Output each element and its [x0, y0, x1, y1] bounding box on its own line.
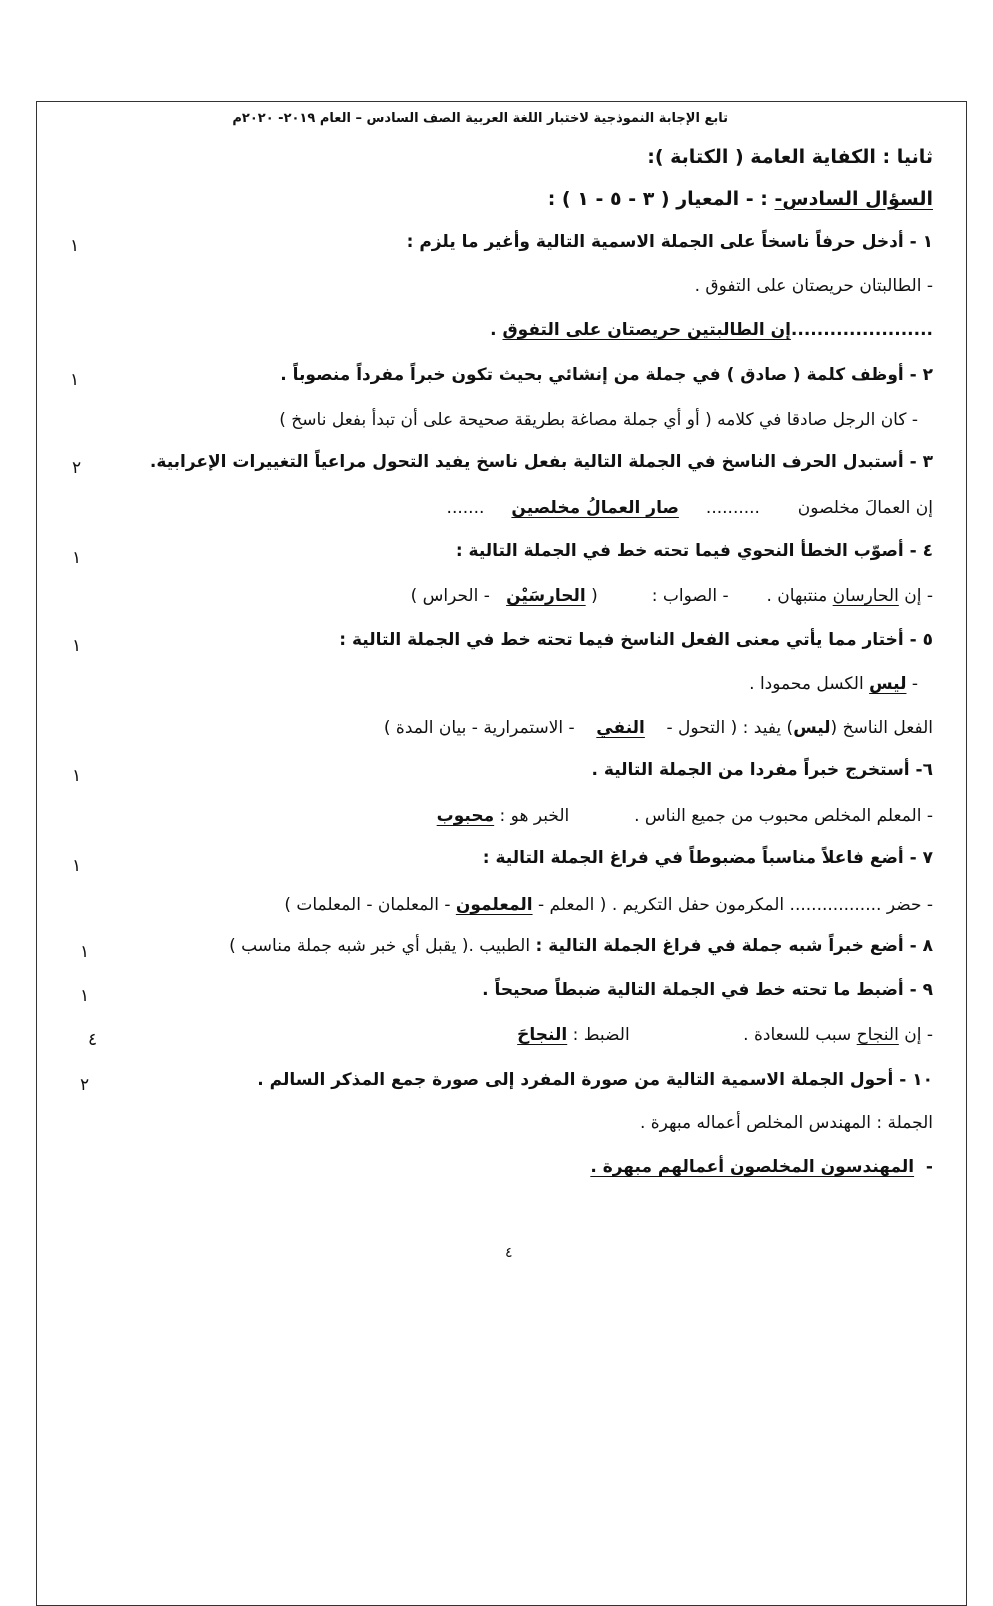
item-6-mark: ١ — [72, 766, 82, 786]
item-4-option: - الحراس ) — [410, 586, 490, 606]
item-7-answer: المعلمون — [455, 895, 533, 915]
item-4-answer: الحارسَيْن — [506, 586, 586, 606]
item-6-line — [437, 806, 933, 826]
item-7-mark: ١ — [72, 856, 82, 876]
item-1-answer: إن الطالبتين حريصتان على التفوق — [502, 320, 791, 340]
item-10-answer-line: - المهندسون المخلصون أعمالهم مبهرة . — [590, 1157, 933, 1177]
page-number: ٤ — [505, 1245, 513, 1261]
item-3-line — [447, 498, 933, 518]
item-7-pre: - حضر ................. المكرمون حفل التكريم . ( المعلم - — [537, 895, 933, 915]
item-1-question: ١ - أدخل حرفاً ناسخاً على الجملة الاسمية التالية وأغير ما يلزم : — [406, 232, 933, 252]
item-10-sentence: الجملة : المهندس المخلص أعماله مبهرة . — [639, 1113, 933, 1133]
item-9-mark: ١ — [80, 986, 90, 1006]
page-header: تابع الإجابة النموذجية لاختبار اللغة العربية الصف السادس – العام ٢٠١٩- ٢٠٢٠م — [232, 111, 728, 126]
item-5-post: الكسل محمودا . — [749, 674, 870, 694]
item-5-opt-pre: الفعل الناسخ ( — [830, 718, 933, 738]
question-title: السؤال السادس- — [774, 188, 933, 210]
item-1-mark: ١ — [70, 236, 80, 256]
item-1-answer-line — [490, 320, 933, 340]
item-5-underlined: ليس — [869, 674, 907, 694]
item-3-dots1: .......... — [705, 498, 760, 518]
item-5-opt-mid: ) يفيد : ( التحول - — [666, 718, 794, 738]
item-3-answer: صار العمالُ مخلصين — [511, 498, 679, 518]
item-9-mark-total: ٤ — [88, 1030, 98, 1050]
item-5-opt-rest: - الاستمرارية - بيان المدة ) — [383, 718, 575, 738]
item-9-pre: - إن — [898, 1025, 933, 1045]
section-title: ثانيا : الكفاية العامة ( الكتابة ): — [647, 146, 933, 168]
item-4-question: ٤ - أصوّب الخطأ النحوي فيما تحته خط في الجملة التالية : — [455, 541, 933, 561]
item-6-question: ٦- أستخرج خبراً مفردا من الجملة التالية . — [591, 760, 933, 780]
question-heading — [548, 188, 933, 210]
item-5-question: ٥ - أختار مما يأتي معنى الفعل الناسخ فيما تحته خط في الجملة التالية : — [339, 630, 933, 650]
item-2-mark: ١ — [70, 370, 80, 390]
item-3-question: ٣ - أستبدل الحرف الناسخ في الجملة التالية بفعل ناسخ يفيد التحول مراعياً التغييرات الإعرابية. — [149, 452, 933, 472]
item-2-answer: - كان الرجل صادقا في كلامه ( أو أي جملة مصاغة بطريقة صحيحة على أن تبدأ بفعل ناسخ ) — [279, 410, 918, 430]
item-3-dots2: ....... — [446, 498, 485, 518]
item-4-correct-label: - الصواب : — [651, 586, 729, 606]
item-5-verb: ليس — [793, 718, 831, 738]
item-9-answer: النجاحَ — [517, 1025, 568, 1045]
item-4-mark: ١ — [72, 548, 82, 568]
item-5-mark: ١ — [72, 636, 82, 656]
item-3-mark: ٢ — [72, 458, 82, 478]
item-6-sentence: - المعلم المخلص محبوب من جميع الناس . — [634, 806, 933, 826]
item-9-post: سبب للسعادة . — [743, 1025, 857, 1045]
item-1-sentence: - الطالبتان حريصتان على التفوق . — [694, 276, 933, 296]
item-6-answer: محبوب — [436, 806, 495, 826]
item-9-question: ٩ - أضبط ما تحته خط في الجملة التالية ضبطاً صحيحاً . — [482, 980, 933, 1000]
item-8-question: ٨ - أضع خبراً شبه جملة في فراغ الجملة التالية : — [535, 936, 933, 956]
item-5-pre: - — [906, 674, 918, 694]
item-9-underlined: النجاح — [856, 1025, 899, 1045]
criterion: : - المعيار ( ٣ - ٥ - ١ ) : — [547, 188, 768, 210]
item-7-line — [284, 895, 933, 915]
item-4-paren: ( — [591, 586, 598, 606]
item-7-post: - المعلمان - المعلمات ) — [284, 895, 451, 915]
item-1-period: . — [490, 320, 503, 340]
item-9-line — [517, 1025, 933, 1045]
item-8-rest: الطبيب .( يقبل أي خبر شبه جملة مناسب ) — [229, 936, 531, 956]
item-4-post: منتبهان . — [766, 586, 833, 606]
item-5-options — [384, 718, 933, 738]
item-4-underlined: الحارسان — [832, 586, 899, 606]
item-8-line — [229, 936, 933, 956]
item-10-question: ١٠ - أحول الجملة الاسمية التالية من صورة المفرد إلى صورة جمع المذكر السالم . — [257, 1070, 933, 1090]
item-1-dots: ...................... — [790, 320, 933, 340]
item-4-pre: - إن — [898, 586, 933, 606]
item-3-given: إن العمالَ مخلصون — [797, 498, 933, 518]
item-8-mark: ١ — [80, 942, 90, 962]
item-10-answer: المهندسون المخلصون أعمالهم مبهرة . — [590, 1157, 915, 1177]
item-2-question: ٢ - أوظف كلمة ( صادق ) في جملة من إنشائي بحيث تكون خبراً مفرداً منصوباً . — [280, 365, 933, 385]
item-5-answer: النفي — [596, 718, 645, 738]
item-6-label: الخبر هو : — [499, 806, 570, 826]
item-4-line — [411, 586, 933, 606]
item-5-sentence — [749, 674, 918, 694]
item-7-question: ٧ - أضع فاعلاً مناسباً مضبوطاً في فراغ الجملة التالية : — [482, 848, 933, 868]
item-9-label: الضبط : — [572, 1025, 630, 1045]
item-10-mark: ٢ — [80, 1075, 90, 1095]
